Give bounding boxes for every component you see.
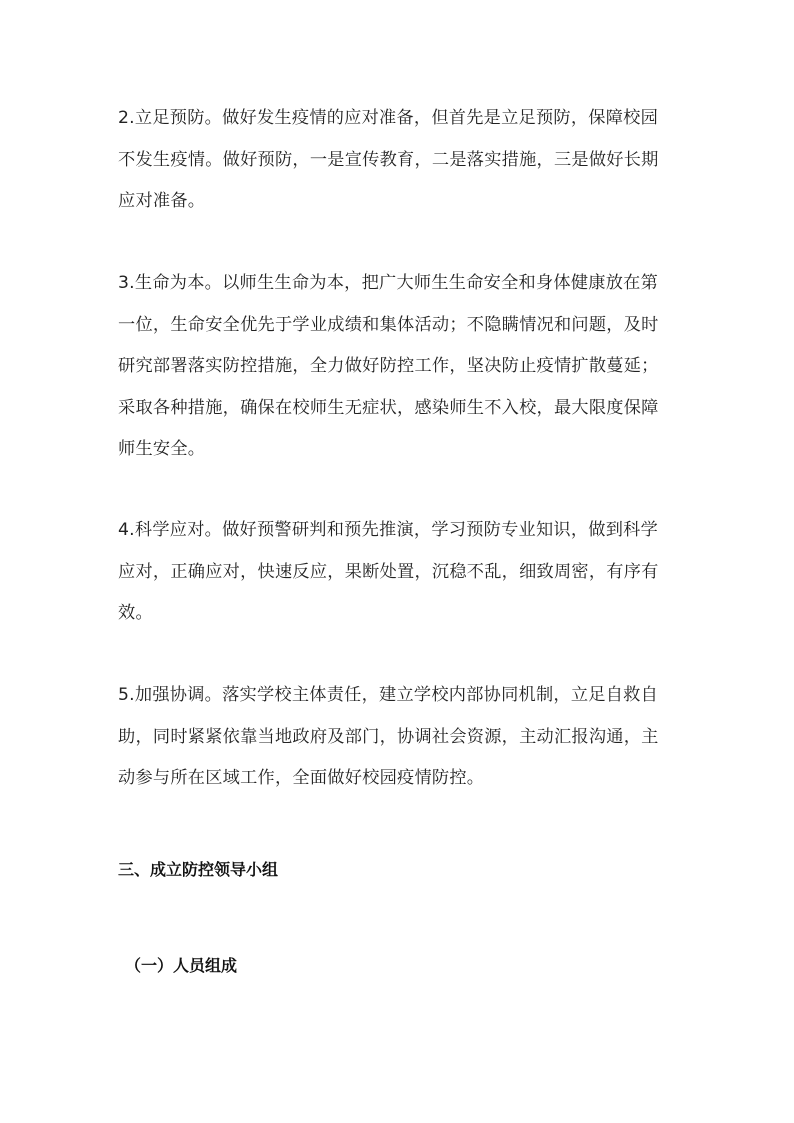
paragraph-line: 助，同时紧紧依靠当地政府及部门，协调社会资源，主动汇报沟通，主 [118,726,659,747]
paragraph-line: 应对准备。 [118,191,206,211]
paragraph-line: 应对，正确应对，快速反应，果断处置，沉稳不乱，细致周密，有序有 [118,561,659,582]
paragraph-line: 采取各种措施，确保在校师生无症状，感染师生不入校，最大限度保障 [118,397,659,418]
paragraph-line: 2.立足预防。做好发生疫情的应对准备，但首先是立足预防，保障校园 [118,108,659,128]
paragraph-scientific-response [118,510,684,635]
section-heading: 三、成立防控领导小组 [118,860,279,879]
paragraph-coordination [118,675,684,800]
paragraph-line: 5.加强协调。落实学校主体责任，建立学校内部协同机制，立足自救自 [118,685,659,705]
paragraph-line: 动参与所在区域工作，全面做好校园疫情防控。 [118,768,485,788]
paragraph-line: 4.科学应对。做好预警研判和预先推演，学习预防专业知识，做到科学 [118,520,659,540]
paragraph-line: 一位，生命安全优先于学业成绩和集体活动；不隐瞒情况和问题，及时 [118,314,659,335]
paragraph-life-first [118,263,684,471]
paragraph-prevention [118,98,684,223]
paragraph-line: 研究部署落实防控措施，全力做好防控工作，坚决防止疫情扩散蔓延； [118,356,659,376]
paragraph-line: 师生安全。 [118,439,206,459]
subsection-heading: （一）人员组成 [125,956,238,975]
paragraph-line: 不发生疫情。做好预防，一是宣传教育，二是落实措施，三是做好长期 [118,149,659,170]
paragraph-line: 3.生命为本。以师生生命为本，把广大师生生命安全和身体健康放在第 [118,273,659,293]
paragraph-line: 效。 [118,603,153,623]
